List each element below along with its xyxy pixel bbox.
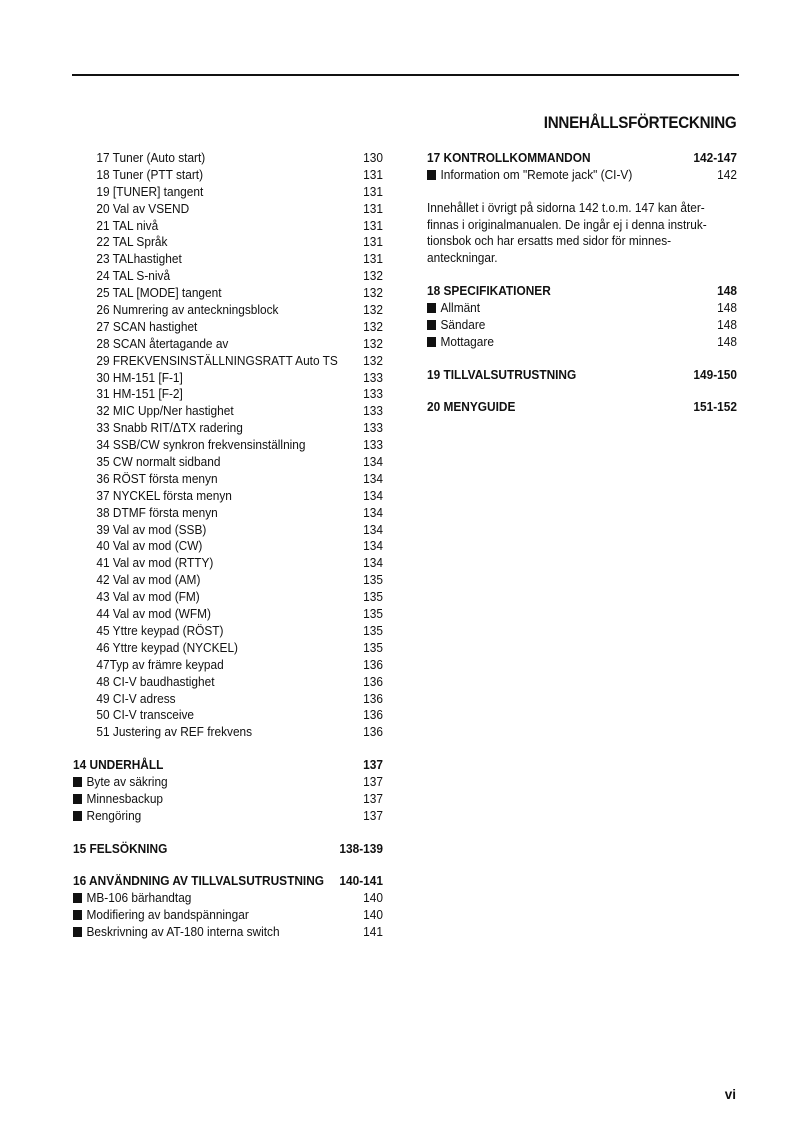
section-heading-19[interactable]: 19 TILLVALSUTRUSTNING 149-150 (427, 366, 737, 382)
toc-entry[interactable]: 42 Val av mod (AM) 135 (96, 572, 383, 588)
toc-subitem[interactable]: Modifiering av bandspänningar 140 (73, 907, 383, 924)
toc-subitem[interactable]: Information om "Remote jack" (CI-V) 142 (427, 167, 737, 184)
toc-entry[interactable]: 23 TALhastighet 131 (96, 251, 383, 267)
toc-entry[interactable]: 37 NYCKEL första menyn 134 (96, 487, 383, 503)
toc-entry[interactable]: 33 Snabb RIT/ΔTX radering 133 (96, 420, 383, 436)
toc-entry[interactable]: 18 Tuner (PTT start) 131 (96, 166, 383, 182)
left-column (73, 150, 383, 941)
section17-note: Innehållet i övrigt på sidorna 142 t.o.m. 147 kan åter- finnas i originalmanualen. De ingår ej i denna instruk- tionsbok och har ersatts med sidor för minnes- anteckningar. (427, 199, 707, 266)
toc-subitem[interactable]: Beskrivning av AT-180 interna switch 141 (73, 924, 383, 941)
toc-entry[interactable]: 26 Numrering av anteckningsblock 132 (96, 302, 383, 318)
square-bullet-icon (427, 337, 436, 347)
toc-entry[interactable]: 39 Val av mod (SSB) 134 (96, 521, 383, 537)
section-heading-15[interactable]: 15 FELSÖKNING 138-139 (73, 840, 383, 856)
section-heading-17[interactable]: 17 KONTROLLKOMMANDON 142-147 (427, 150, 737, 165)
toc-entry[interactable]: 41 Val av mod (RTTY) 134 (96, 555, 383, 571)
toc-entry[interactable]: 22 TAL Språk 131 (96, 234, 383, 250)
toc-subitem[interactable]: Mottagare 148 (427, 334, 737, 351)
toc-entry[interactable]: 27 SCAN hastighet 132 (96, 318, 383, 334)
toc-entry[interactable]: 49 CI-V adress 136 (96, 690, 383, 706)
toc-subitem[interactable]: MB-106 bärhandtag 140 (73, 890, 383, 907)
toc-entry[interactable]: 40 Val av mod (CW) 134 (96, 538, 383, 554)
toc-entry[interactable]: 20 Val av VSEND 131 (96, 200, 383, 216)
toc-entry[interactable]: 32 MIC Upp/Ner hastighet 133 (96, 403, 383, 419)
menu-entry-list (73, 150, 383, 741)
toc-entry[interactable]: 25 TAL [MODE] tangent 132 (96, 285, 383, 301)
section-heading-14[interactable]: 14 UNDERHÅLL 137 (73, 757, 383, 773)
toc-entry[interactable]: 19 [TUNER] tangent 131 (96, 183, 383, 199)
square-bullet-icon (73, 893, 82, 903)
right-column (427, 150, 737, 416)
toc-entry[interactable]: 46 Yttre keypad (NYCKEL) 135 (96, 639, 383, 655)
toc-entry[interactable]: 21 TAL nivå 131 (96, 217, 383, 233)
toc-subitem[interactable]: Byte av säkring 137 (73, 774, 383, 791)
toc-subitem[interactable]: Minnesbackup 137 (73, 791, 383, 808)
square-bullet-icon (427, 303, 436, 313)
section-heading-16[interactable]: 16 ANVÄNDNING AV TILLVALSUTRUSTNING 140-141 (73, 873, 383, 889)
square-bullet-icon (427, 320, 436, 330)
toc-entry[interactable]: 17 Tuner (Auto start) 130 (96, 150, 383, 165)
toc-entry[interactable]: 44 Val av mod (WFM) 135 (96, 606, 383, 622)
square-bullet-icon (73, 927, 82, 937)
toc-entry[interactable]: 43 Val av mod (FM) 135 (96, 589, 383, 605)
toc-entry[interactable]: 35 CW normalt sidband 134 (96, 454, 383, 470)
top-rule (72, 74, 739, 76)
toc-subitem[interactable]: Allmänt 148 (427, 300, 737, 317)
page-title: INNEHÅLLSFÖRTECKNING (543, 114, 736, 132)
square-bullet-icon (427, 170, 436, 180)
square-bullet-icon (73, 794, 82, 804)
square-bullet-icon (73, 777, 82, 787)
toc-subitem[interactable]: Rengöring 137 (73, 808, 383, 825)
toc-entry[interactable]: 50 CI-V transceive 136 (96, 707, 383, 723)
toc-entry[interactable]: 31 HM-151 [F-2] 133 (96, 386, 383, 402)
square-bullet-icon (73, 910, 82, 920)
page-number: vi (724, 1087, 736, 1102)
section-heading-20[interactable]: 20 MENYGUIDE 151-152 (427, 399, 737, 415)
toc-entry[interactable]: 28 SCAN återtagande av 132 (96, 335, 383, 351)
toc-entry[interactable]: 24 TAL S-nivå 132 (96, 268, 383, 284)
square-bullet-icon (73, 811, 82, 821)
toc-entry[interactable]: 48 CI-V baudhastighet 136 (96, 673, 383, 689)
toc-entry[interactable]: 51 Justering av REF frekvens 136 (96, 724, 383, 740)
toc-entry[interactable]: 45 Yttre keypad (RÖST) 135 (96, 622, 383, 638)
toc-entry[interactable]: 29 FREKVENSINSTÄLLNINGSRATT Auto TS 132 (96, 352, 383, 368)
toc-entry[interactable]: 36 RÖST första menyn 134 (96, 470, 383, 486)
toc-entry[interactable]: 34 SSB/CW synkron frekvensinställning 133 (96, 437, 383, 453)
toc-subitem[interactable]: Sändare 148 (427, 317, 737, 334)
section-heading-18[interactable]: 18 SPECIFIKATIONER 148 (427, 283, 737, 299)
toc-entry[interactable]: 38 DTMF första menyn 134 (96, 504, 383, 520)
toc-entry[interactable]: 47Typ av främre keypad 136 (96, 656, 383, 672)
toc-entry[interactable]: 30 HM-151 [F-1] 133 (96, 369, 383, 385)
